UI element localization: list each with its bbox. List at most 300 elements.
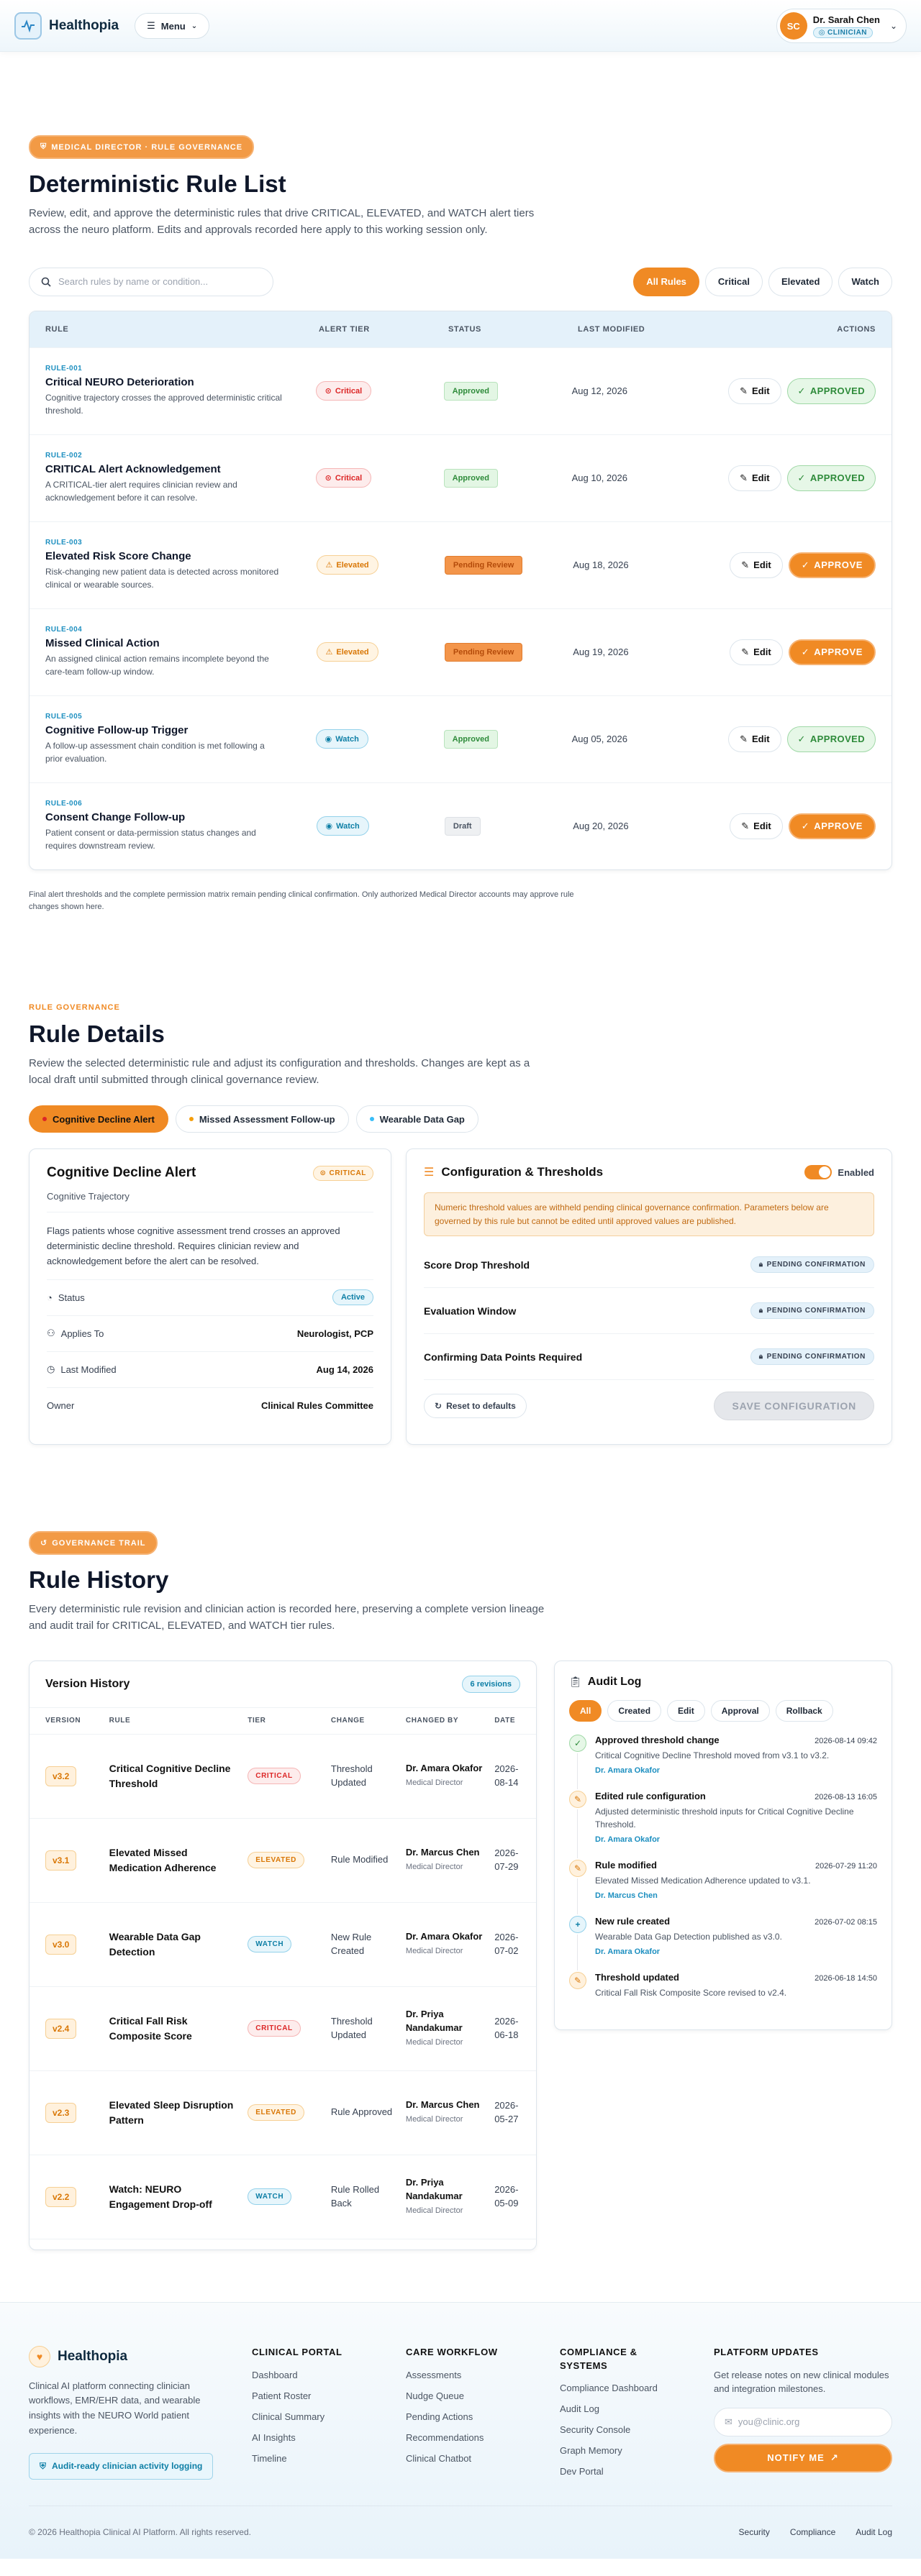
footer-link-column [560,2346,714,2480]
approved-state-button[interactable] [787,726,876,752]
check-circle-icon: ✓ [801,820,810,831]
status-badge: Approved [444,382,498,401]
version-rule-name: Watch: NEURO Engagement Drop-off [109,2183,212,2210]
audit-log-card [554,1661,892,2030]
footer-bottom-bar [29,2506,892,2559]
change-date: 2026-08-14 [494,1763,519,1788]
footer-link[interactable]: Graph Memory [560,2445,622,2457]
version-badge: v3.0 [45,1935,76,1955]
tab-missed-assessment-follow-up[interactable] [176,1105,349,1133]
tier-dot-icon [370,1117,374,1121]
footer-updates-column [714,2346,892,2480]
pulse-logo-icon [14,12,42,40]
rule-details-title: Rule Details [29,1020,165,1047]
last-modified: Aug 10, 2026 [571,472,627,483]
tier-label: Watch [335,734,359,744]
tier-badge: WATCH [248,1936,291,1952]
footer-column-title: COMPLIANCE & SYSTEMS [560,2346,638,2371]
pending-label: PENDING CONFIRMATION [766,1261,866,1269]
edit-label: Edit [751,385,770,396]
rule-tabs [29,1105,892,1133]
edit-button[interactable] [730,639,782,665]
audit-ready-badge [29,2453,213,2480]
last-modified-row [47,1351,373,1387]
rule-list-footnote: Final alert thresholds and the complete permission matrix remain pending clinical confirmation. Only authorized Medical Director accounts may approve rule changes shown here. [29,890,574,912]
user-profile-menu[interactable] [776,9,907,43]
version-table-header [30,1707,536,1735]
rule-name: Elevated Risk Score Change [45,550,191,563]
sliders-icon: ☰ [424,1166,435,1179]
tier-badge [317,816,369,836]
history-title: Rule History [29,1566,169,1594]
audit-entry-description: Elevated Missed Medication Adherence updated to v3.1. [595,1875,811,1886]
hamburger-icon: ☰ [147,20,155,31]
changed-by-role: Medical Director [405,1778,463,1788]
applies-label: Applies To [60,1328,104,1339]
approve-button[interactable] [789,639,876,665]
configuration-card [406,1148,892,1445]
history-icon: ↺ [40,1539,48,1548]
column-header-date: DATE [494,1717,516,1725]
pencil-icon: ✎ [741,820,750,831]
audit-log-title: Audit Log [587,1675,642,1688]
rule-id: RULE-003 [45,539,83,547]
audit-filter-rollback[interactable]: Rollback [776,1700,833,1722]
version-rule-name: Critical Cognitive Decline Threshold [109,1763,231,1789]
shield-icon: ◎ [818,28,825,37]
changed-by-role: Medical Director [405,2115,463,2124]
audit-entry-author[interactable]: Dr. Amara Okafor [595,1947,661,1956]
audit-entry-time: 2026-06-18 14:50 [815,1973,877,1983]
version-rule-name: Elevated Missed Medication Adherence [109,1847,217,1873]
audit-entry-author[interactable]: Dr. Marcus Chen [595,1891,658,1900]
audit-entry-title: Threshold updated [595,1971,679,1983]
copyright: © 2026 Healthopia Clinical AI Platform. All rights reserved. [29,2527,251,2538]
audit-entry-title: Rule modified [595,1859,657,1871]
changed-by-name: Dr. Marcus Chen [405,1847,480,1858]
column-header-rule: RULE [45,324,69,334]
last-modified: Aug 05, 2026 [571,734,627,744]
version-history-title: Version History [45,1677,130,1690]
approved-state-button[interactable] [787,378,876,404]
tab-wearable-data-gap[interactable] [356,1105,478,1133]
pending-label: PENDING CONFIRMATION [766,1307,866,1315]
footer-link[interactable]: Security Console [560,2424,631,2436]
refresh-icon: ↻ [435,1401,443,1412]
pencil-icon: ✎ [741,559,750,570]
page-title: Deterministic Rule List [29,170,286,197]
rule-name: Cognitive Follow-up Trigger [45,724,189,737]
footer-link[interactable]: Pending Actions [406,2411,473,2422]
timeline-connector [577,1935,578,1970]
mail-icon: ✉ [725,2416,732,2427]
table-row [30,521,891,608]
users-icon: ⚇ [47,1328,55,1339]
tier-badge [316,729,368,749]
rule-tier-badge [313,1166,373,1181]
applies-value: Neurologist, PCP [296,1328,373,1339]
version-rule-name: Elevated Sleep Disruption Pattern [109,2099,234,2126]
status-badge: Active [332,1289,373,1305]
last-modified: Aug 20, 2026 [573,821,629,831]
avatar: SC [780,12,807,40]
change-type: Rule Rolled Back [330,2183,380,2209]
search-placeholder: Search rules by name or condition... [58,276,209,287]
notify-me-button[interactable] [714,2444,892,2472]
tier-badge: ELEVATED [248,2104,304,2121]
footer-link-column [406,2346,560,2480]
table-row [30,1819,536,1903]
change-date: 2026-07-29 [494,1847,519,1872]
audit-entry-title: New rule created [595,1915,671,1927]
audit-entry-title: Edited rule configuration [595,1790,706,1801]
threshold-notice: Numeric threshold values are withheld pending clinical governance confirmation. Parameters below are governed by this rule but cannot be edited until approved values are published. [424,1192,874,1236]
audit-entry-time: 2026-07-29 11:20 [815,1861,877,1871]
approve-label: APPROVE [814,647,863,657]
tier-label: Elevated [336,647,369,657]
param-label: Confirming Data Points Required [424,1351,583,1363]
footer-link[interactable]: Patient Roster [252,2390,312,2401]
parameter-list [424,1242,874,1380]
owner-row [47,1387,373,1423]
tier-dot-icon [189,1117,194,1121]
pending-badge [750,1256,874,1273]
status-badge: Pending Review [445,643,522,662]
changed-by-role: Medical Director [405,2206,463,2215]
rule-id: RULE-006 [45,800,83,808]
audit-entry-author[interactable]: Dr. Amara Okafor [595,1766,661,1775]
audit-filter-group [569,1700,877,1722]
audit-entry-author[interactable]: Dr. Amara Okafor [595,1835,661,1844]
approved-label: APPROVED [809,472,866,483]
footer-link[interactable]: Recommendations [406,2431,484,2443]
table-row [30,2071,536,2155]
rule-info-card [29,1148,391,1445]
footer-link[interactable]: Dev Portal [560,2466,604,2477]
arrow-up-right-icon: ↗ [830,2452,839,2463]
rule-description: Risk-changing new patient data is detected across monitored clinical or wearable sources. [45,567,279,590]
table-row [30,347,891,434]
enabled-toggle[interactable] [804,1165,832,1179]
status-badge: Approved [444,469,498,488]
pencil-icon: ✎ [740,385,748,396]
approve-button[interactable] [789,813,876,839]
pencil-icon: ✎ [569,1972,586,1989]
table-row [30,1903,536,1987]
footer-about: Clinical AI platform connecting clinician workflows, EMR/EHR data, and wearable insights with the NEURO World patient experience. [29,2380,201,2436]
tier-badge [317,555,378,575]
rule-name: Missed Clinical Action [45,637,160,650]
audit-entry [569,1972,877,2015]
status-label: Status [58,1292,85,1303]
save-configuration-button[interactable]: SAVE CONFIGURATION [714,1392,874,1420]
critical-tier-icon: ⊙ [325,474,332,483]
column-header-rule: RULE [109,1717,131,1725]
change-date: 2026-05-27 [494,2099,519,2124]
audit-filter-approval[interactable]: Approval [711,1700,770,1722]
footer-link[interactable]: AI Insights [252,2431,296,2443]
reset-defaults-button[interactable] [424,1394,527,1418]
param-label: Evaluation Window [424,1305,517,1317]
edit-button[interactable] [728,378,781,404]
edit-button[interactable] [730,813,782,839]
param-label: Score Drop Threshold [424,1259,530,1271]
tab-label: Wearable Data Gap [379,1113,465,1125]
column-header-change: CHANGE [330,1717,365,1725]
audit-ready-label: Audit-ready clinician activity logging [52,2461,203,2472]
rule-description: An assigned clinical action remains incomplete beyond the care-team follow-up window. [45,654,269,677]
heart-shield-icon: ♥ [29,2346,50,2367]
status-badge: Pending Review [445,556,522,575]
rule-table [29,311,892,870]
pencil-icon: ✎ [740,472,748,483]
menu-button[interactable] [135,13,209,39]
footer-column-title: CLINICAL PORTAL [252,2346,342,2357]
pencil-icon: ✎ [569,1791,586,1808]
rule-name: CRITICAL Alert Acknowledgement [45,463,221,476]
check-circle-icon: ✓ [801,646,810,657]
footer-link-compliance[interactable]: Compliance [789,2527,836,2538]
rule-details-eyebrow: RULE GOVERNANCE [29,1002,120,1012]
rule-id: RULE-004 [45,626,83,634]
chevron-down-icon: ⌄ [191,22,198,30]
approved-state-button[interactable] [787,465,876,491]
column-header-changed-by: CHANGED BY [405,1717,459,1725]
edit-button[interactable] [730,552,782,578]
changed-by-name: Dr. Priya Nandakumar [405,2009,463,2033]
rule-category: Cognitive Trajectory [47,1191,373,1212]
edit-button[interactable] [728,465,781,491]
plus-icon: + [569,1916,586,1933]
audit-filter-edit[interactable]: Edit [667,1700,705,1722]
table-header [30,311,891,347]
column-header-tier: ALERT TIER [319,324,370,334]
rule-details-section [29,914,892,1445]
lock-icon: 🔒︎ [758,1307,763,1315]
shield-icon: ⛨ [40,142,47,151]
version-badge: v3.1 [45,1850,76,1871]
filter-all-rules[interactable]: All Rules [633,268,699,296]
tier-filter-group [633,268,892,296]
lock-icon: 🔒︎ [758,1261,763,1269]
notify-label: NOTIFY ME [767,2452,825,2464]
tab-cognitive-decline-alert[interactable] [29,1105,168,1133]
tier-label: CRITICAL [329,1169,366,1177]
brand-name: Healthopia [49,18,119,33]
approve-label: APPROVE [814,559,863,570]
check-circle-icon: ✓ [801,559,810,570]
audit-filter-created[interactable]: Created [607,1700,661,1722]
rule-description: A follow-up assessment chain condition is met following a prior evaluation. [45,741,265,764]
revisions-badge: 6 revisions [462,1676,520,1693]
page-description: Review, edit, and approve the deterministic rules that drive CRITICAL, ELEVATED, and WATCH alert tiers across the neuro platform. Edits and approvals recorded here apply to this working session only. [29,207,535,237]
change-type: Rule Approved [330,2106,393,2118]
owner-label: Owner [47,1399,75,1411]
chevron-down-icon: ⌄ [889,21,897,31]
critical-tier-icon: ⊙ [325,387,332,396]
rule-id: RULE-001 [45,365,83,373]
email-input[interactable] [714,2408,892,2436]
pending-label: PENDING CONFIRMATION [766,1353,866,1361]
footer-link[interactable]: Nudge Queue [406,2390,464,2401]
change-type: New Rule Created [330,1931,372,1956]
change-date: 2026-05-09 [494,2183,519,2209]
rule-search-input[interactable] [29,268,273,296]
last-modified: Aug 12, 2026 [571,385,627,396]
check-icon: ✓ [569,1735,586,1752]
tier-badge: ELEVATED [248,1852,304,1868]
lock-icon: 🔒︎ [758,1353,763,1361]
table-row [30,2155,536,2239]
filter-elevated[interactable]: Elevated [768,268,832,296]
check-circle-icon: ✓ [797,733,806,744]
modified-label: Last Modified [60,1364,117,1375]
filter-watch[interactable]: Watch [838,268,892,296]
applies-to-row [47,1315,373,1351]
column-header-status: STATUS [448,324,481,334]
footer-link-audit-log[interactable]: Audit Log [856,2527,892,2538]
history-description: Every deterministic rule revision and clinician action is recorded here, preserving a complete version lineage and audit trail for CRITICAL, ELEVATED, and WATCH tier rules. [29,1603,545,1632]
timeline-connector [577,1878,578,1914]
history-eyebrow [29,1531,158,1555]
filter-critical[interactable]: Critical [705,268,763,296]
rule-history-section [29,1445,892,2250]
eyebrow-text: MEDICAL DIRECTOR · RULE GOVERNANCE [51,142,243,152]
rule-description: Patient consent or data-permission status changes and requires downstream review. [45,828,256,851]
email-placeholder: you@clinic.org [738,2416,800,2428]
audit-timeline [569,1735,877,2015]
audit-entry-title: Approved threshold change [595,1734,720,1745]
edit-label: Edit [751,734,770,744]
edit-button[interactable] [728,726,781,752]
version-badge: v2.4 [45,2019,76,2039]
tier-label: Elevated [336,560,369,570]
changed-by-name: Dr. Amara Okafor [405,1931,483,1942]
menu-label: Menu [160,20,186,32]
changed-by-role: Medical Director [405,1863,463,1872]
status-badge: Draft [445,817,481,836]
audit-entry-description: Wearable Data Gap Detection published as v3.0. [595,1931,782,1942]
column-header-tier: TIER [248,1717,266,1725]
pencil-icon: ✎ [741,646,750,657]
footer-link[interactable]: Compliance Dashboard [560,2383,658,2394]
pencil-icon: ✎ [740,733,748,744]
check-circle-icon: ✓ [797,472,806,483]
pending-badge [750,1348,874,1365]
footer-link[interactable]: Timeline [252,2452,287,2464]
footer-column-title: CARE WORKFLOW [406,2346,498,2357]
table-row [30,1735,536,1819]
version-rule-name: Critical Fall Risk Composite Score [109,2015,192,2042]
table-row [30,434,891,521]
user-name: Dr. Sarah Chen [812,14,880,25]
elevated-tier-icon: ⚠ [325,648,333,657]
footer-link-column [252,2346,406,2480]
version-badge: v2.2 [45,2187,76,2207]
table-row [30,695,891,782]
footer-logo[interactable] [29,2346,252,2367]
last-modified: Aug 19, 2026 [573,647,629,657]
footer-link[interactable]: Dashboard [252,2369,298,2380]
table-row [30,782,891,869]
shield-check-icon: ⛨ [40,2460,47,2471]
search-icon [41,277,51,287]
footer-link[interactable]: Clinical Summary [252,2411,325,2422]
rule-name: Consent Change Follow-up [45,811,186,824]
audit-entry-description: Critical Fall Risk Composite Score revised to v2.4. [595,1987,787,1998]
tier-label: Critical [335,386,363,396]
updates-title: PLATFORM UPDATES [714,2346,819,2357]
audit-entry [569,1791,877,1860]
eyebrow-text: GOVERNANCE TRAIL [52,1538,146,1548]
rule-id: RULE-005 [45,713,83,721]
param-score-drop-threshold [424,1242,874,1288]
footer-link[interactable]: Clinical Chatbot [406,2452,472,2464]
audit-filter-all[interactable]: All [569,1700,602,1722]
column-header-actions: ACTIONS [837,324,876,334]
enabled-label: Enabled [838,1166,874,1178]
status-row [47,1279,373,1315]
clipboard-icon: 📋︎ [569,1676,582,1688]
config-title: Configuration & Thresholds [441,1165,604,1179]
status-badge: Approved [444,730,498,749]
change-date: 2026-06-18 [494,2015,519,2040]
watch-tier-icon: ◉ [325,735,332,744]
column-header-version: VERSION [45,1717,81,1725]
audit-entry-time: 2026-08-14 09:42 [815,1736,877,1745]
rule-description: A CRITICAL-tier alert requires clinician review and acknowledgement before it can resolve. [45,480,237,503]
tier-badge [317,642,378,662]
tier-badge: CRITICAL [248,1768,300,1784]
approve-button[interactable] [789,552,876,578]
tab-label: Cognitive Decline Alert [53,1113,155,1125]
audit-entry [569,1860,877,1916]
rule-id: RULE-002 [45,452,83,460]
audit-entry-time: 2026-08-13 16:05 [815,1792,877,1801]
audit-entry [569,1735,877,1791]
footer-link-security[interactable]: Security [738,2527,770,2538]
tier-badge: CRITICAL [248,2020,300,2037]
change-type: Rule Modified [330,1854,389,1865]
table-row [30,1987,536,2071]
rule-description: Cognitive trajectory crosses the approved deterministic critical threshold. [45,393,282,416]
approve-label: APPROVE [814,821,863,831]
footer-brand-name: Healthopia [58,2348,128,2364]
table-body [30,347,891,869]
approved-label: APPROVED [809,734,866,744]
rule-name: Cognitive Decline Alert [47,1165,196,1181]
audit-entry-description: Critical Cognitive Decline Threshold moved from v3.1 to v3.2. [595,1750,830,1760]
edit-label: Edit [753,821,771,831]
brand-logo[interactable] [14,12,119,40]
check-circle-icon: ◔ [47,1292,53,1303]
tier-badge [316,381,372,401]
param-evaluation-window [424,1288,874,1334]
footer-link[interactable]: Audit Log [560,2403,599,2415]
column-header-modified: LAST MODIFIED [578,324,645,334]
tier-label: Watch [336,821,360,831]
tier-label: Critical [335,473,363,483]
table-row [30,608,891,695]
reset-label: Reset to defaults [446,1401,516,1412]
footer-link[interactable]: Assessments [406,2369,462,2380]
user-role-badge [813,27,873,38]
timeline-connector [577,1753,578,1789]
site-footer [0,2302,921,2559]
edit-label: Edit [751,472,770,483]
param-confirming-data-points [424,1334,874,1380]
tab-label: Missed Assessment Follow-up [199,1113,335,1125]
